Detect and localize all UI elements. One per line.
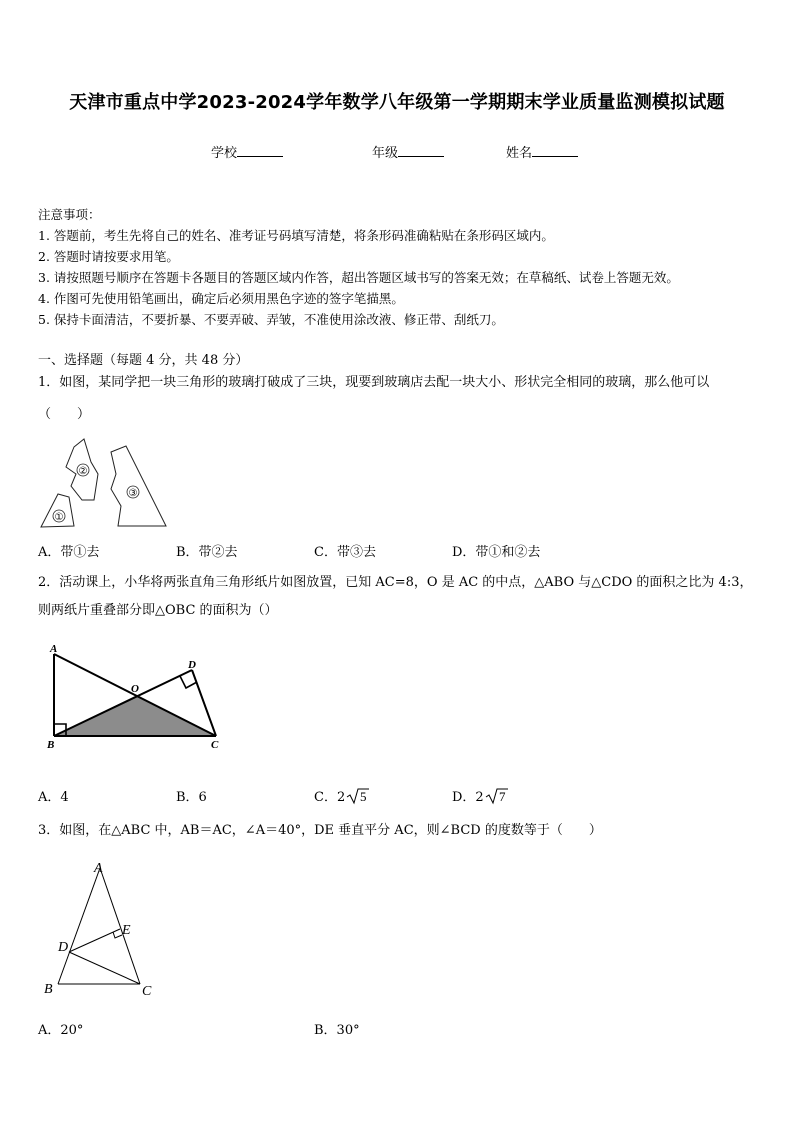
school-label: 学校 (211, 146, 238, 161)
label-B: B (44, 982, 53, 997)
radicand-5: 5 (360, 789, 367, 804)
q2-option-d[interactable]: D．2 7 (452, 786, 510, 805)
q3-option-b[interactable]: B．30° (314, 1023, 360, 1038)
q1-option-a[interactable]: A．带①去 (38, 545, 100, 560)
q1-option-b[interactable]: B．带②去 (176, 545, 238, 560)
page-title: 天津市重点中学2023-2024学年数学八年级第一学期期末学业质量监测模拟试题 (69, 92, 725, 113)
school-field[interactable] (211, 142, 283, 161)
notes-heading: 注意事项： (38, 207, 101, 222)
q3-option-a[interactable]: A．20° (38, 1023, 84, 1038)
grade-field[interactable] (372, 142, 444, 161)
label-A: A (94, 861, 103, 876)
name-label: 姓名 (506, 146, 533, 161)
sqrt-symbol (345, 787, 371, 805)
note-item: 3. 请按照题号顺序在答题卡各题目的答题区域内作答，超出答题区域书写的答案无效；在草稿纸、试卷上答题无效。 (38, 270, 679, 285)
q3-triangle-figure (38, 856, 168, 1004)
sqrt-symbol (484, 787, 510, 805)
section-heading: 一、选择题（每题 4 分，共 48 分） (38, 353, 249, 368)
grade-blank[interactable] (398, 144, 444, 157)
label-C: C (142, 984, 152, 999)
note-item: 1. 答题前，考生先将自己的姓名、准考证号码填写清楚，将条形码准确粘贴在条形码区域内。 (38, 228, 554, 243)
question-1-line1: 1．如图，某同学把一块三角形的玻璃打破成了三块，现要到玻璃店去配一块大小、形状完全相同的玻璃，那么他可以 (38, 375, 710, 390)
q1-option-d[interactable]: D．带①和②去 (452, 545, 541, 560)
q2-option-b[interactable]: B．6 (176, 790, 207, 805)
label-A: A (50, 643, 58, 655)
piece-label-1: ① (54, 512, 64, 523)
question-3-line1: 3．如图，在△ABC 中，AB＝AC，∠A＝40°，DE 垂直平分 AC，则∠BCD 的度数等于（ ） (38, 823, 602, 838)
note-item: 2. 答题时请按要求用笔。 (38, 249, 179, 264)
label-D: D (58, 940, 69, 955)
q2-option-c[interactable]: C．2 5 (314, 786, 371, 805)
label-O: O (131, 683, 139, 695)
school-blank[interactable] (237, 144, 283, 157)
grade-label: 年级 (372, 146, 399, 161)
notes-block (38, 204, 679, 330)
q2-triangles-figure (40, 640, 230, 755)
glass-piece-3 (111, 446, 166, 526)
label-C: C (211, 739, 219, 751)
piece-label-3: ③ (128, 488, 138, 499)
name-field[interactable] (506, 142, 578, 161)
note-item: 4. 作图可先使用铅笔画出，确定后必须用黑色字迹的签字笔描黑。 (38, 291, 404, 306)
name-blank[interactable] (532, 144, 578, 157)
question-2-line2: 则两纸片重叠部分即△OBC 的面积为（） (38, 603, 278, 618)
question-1-line2: （ ） (38, 407, 91, 422)
note-item: 5. 保持卡面清洁，不要折暴、不要弄破、弄皱，不准使用涂改液、修正带、刮纸刀。 (38, 312, 504, 327)
label-D: D (188, 659, 196, 671)
q2-option-a[interactable]: A．4 (38, 790, 69, 805)
label-B: B (47, 739, 55, 751)
q1-option-c[interactable]: C．带③去 (314, 545, 376, 560)
q1-broken-glass-figure (36, 434, 176, 534)
overlap-triangle-obc (54, 696, 216, 736)
piece-label-2: ② (78, 466, 88, 477)
radicand-7: 7 (498, 789, 506, 804)
question-2-line1: 2．活动课上，小华将两张直角三角形纸片如图放置，已知 AC=8，O 是 AC 的中点，△ABO 与△CDO 的面积之比为 4:3， (38, 575, 753, 590)
label-E: E (122, 923, 131, 938)
